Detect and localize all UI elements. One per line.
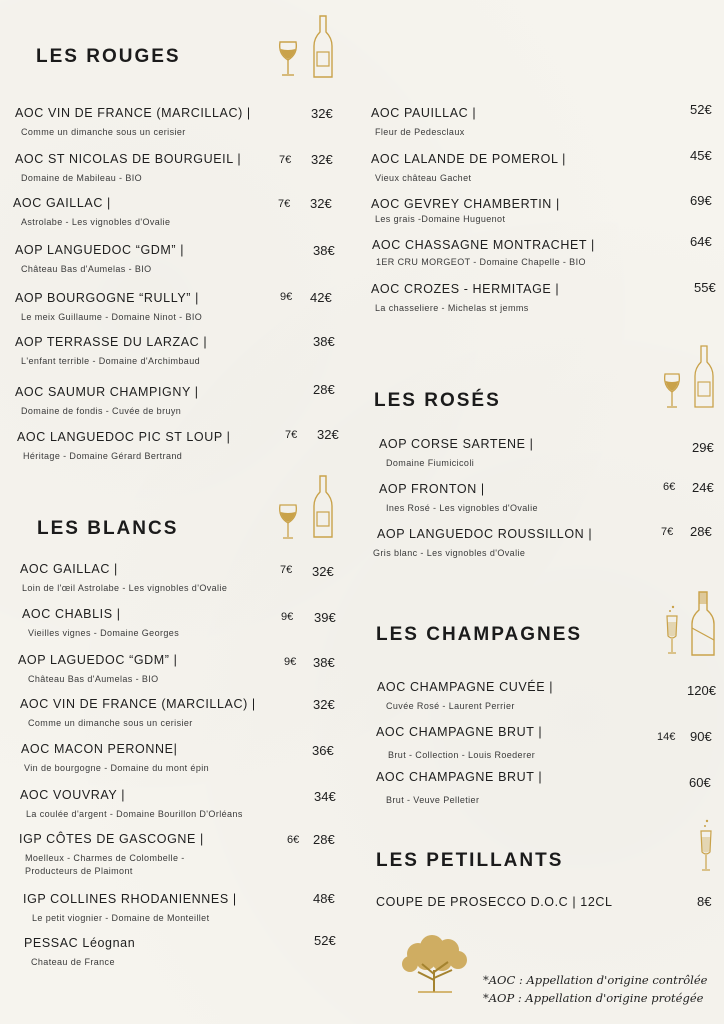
wine-name: PESSAC Léognan <box>24 936 136 950</box>
wine-bottle-icon <box>312 14 334 80</box>
bottle-price: 32€ <box>312 564 334 579</box>
wine-name: AOP BOURGOGNE “RULLY” | <box>15 291 199 305</box>
wine-description: Astrolabe - Les vignobles d'Ovalie <box>21 217 171 227</box>
list-item <box>376 770 542 807</box>
wine-name: AOC VIN DE FRANCE (MARCILLAC) | <box>15 106 251 120</box>
list-item <box>376 725 542 762</box>
list-item <box>20 788 243 821</box>
bottle-price: 60€ <box>689 775 711 790</box>
wine-name: AOP TERRASSE DU LARZAC | <box>15 335 208 349</box>
wine-description: L'enfant terrible - Domaine d'Archimbaud <box>21 356 201 366</box>
wine-description: 1ER CRU MORGEOT - Domaine Chapelle - BIO <box>376 257 586 267</box>
wine-name: AOC MACON PERONNE| <box>21 742 178 756</box>
wine-description: Domaine de Mabileau - BIO <box>21 173 143 183</box>
bottle-price: 32€ <box>310 196 332 211</box>
wine-description: Comme un dimanche sous un cerisier <box>21 127 186 137</box>
wine-description: Moelleux - Charmes de Colombelle - <box>25 853 185 863</box>
wine-name: AOC GEVREY CHAMBERTIN | <box>371 197 560 211</box>
glass-price: 6€ <box>663 481 676 493</box>
bottle-price: 34€ <box>314 789 336 804</box>
list-item <box>19 832 204 878</box>
list-item <box>379 437 534 470</box>
wine-name: AOC CROZES - HERMITAGE | <box>371 282 560 296</box>
bottle-price: 90€ <box>690 729 712 744</box>
wine-name: AOP FRONTON | <box>379 482 485 496</box>
bottle-price: 55€ <box>694 280 716 295</box>
wine-bottle-icon <box>690 590 716 658</box>
bottle-price: 28€ <box>313 832 335 847</box>
wine-description: La coulée d'argent - Domaine Bourillon D'Orléans <box>26 809 243 819</box>
bottle-price: 38€ <box>313 243 335 258</box>
glass-price: 6€ <box>287 834 300 846</box>
list-item <box>15 106 251 139</box>
glass-price: 9€ <box>281 611 294 623</box>
list-item <box>24 936 135 969</box>
wine-name: AOP CORSE SARTENE | <box>379 437 534 451</box>
list-item <box>15 243 184 276</box>
glass-price: 7€ <box>661 526 674 538</box>
list-item <box>17 430 230 463</box>
list-item <box>20 697 256 730</box>
section-title-blancs: LES BLANCS <box>37 518 179 539</box>
wine-description: Ines Rosé - Les vignobles d'Ovalie <box>386 503 538 513</box>
wine-description: La chasseliere - Michelas st jemms <box>375 303 529 313</box>
footnote-aop: *AOP : Appellation d'origine protégée <box>483 991 704 1005</box>
bottle-price: 24€ <box>692 480 714 495</box>
bottle-price: 64€ <box>690 234 712 249</box>
wine-description: Brut - Veuve Pelletier <box>386 795 480 805</box>
list-item <box>371 106 476 139</box>
list-item <box>15 291 202 324</box>
tree-logo <box>398 934 472 994</box>
wine-glass-icon <box>277 503 299 541</box>
wine-bottle-icon <box>312 474 334 540</box>
wine-description: Brut - Collection - Louis Roederer <box>388 750 536 760</box>
list-item <box>20 562 227 595</box>
bottle-price: 28€ <box>690 524 712 539</box>
wine-name: AOC CHAMPAGNE BRUT | <box>376 725 543 739</box>
bottle-price: 45€ <box>690 148 712 163</box>
wine-description: Domaine de fondis - Cuvée de bruyn <box>21 406 182 416</box>
bottle-price: 32€ <box>313 697 335 712</box>
wine-description: Producteurs de Plaimont <box>25 866 133 876</box>
wine-description: Château Bas d'Aumelas - BIO <box>21 264 152 274</box>
wine-description: Loin de l'œil Astrolabe - Les vignobles d'Ovalie <box>22 583 228 593</box>
bottle-price: 32€ <box>311 106 333 121</box>
wine-name: AOC LALANDE DE POMEROL | <box>371 152 567 166</box>
wine-description: Vieux château Gachet <box>375 173 472 183</box>
wine-name: AOC ST NICOLAS DE BOURGUEIL | <box>15 152 242 166</box>
bottle-price: 69€ <box>690 193 712 208</box>
wine-description: Le petit viognier - Domaine de Monteillet <box>32 913 210 923</box>
bottle-price: 38€ <box>313 655 335 670</box>
list-item <box>371 282 559 315</box>
list-item <box>15 152 241 185</box>
wine-description: Vin de bourgogne - Domaine du mont épin <box>24 763 210 773</box>
wine-description: Les grais -Domaine Huguenot <box>375 214 506 224</box>
wine-name: AOC CHASSAGNE MONTRACHET | <box>372 238 595 252</box>
glass-price: 9€ <box>280 291 293 303</box>
wine-name: AOC CHAMPAGNE BRUT | <box>376 770 543 784</box>
bottle-price: 120€ <box>687 683 716 698</box>
wine-description: Vieilles vignes - Domaine Georges <box>28 628 180 638</box>
bottle-price: 36€ <box>312 743 334 758</box>
glass-price: 7€ <box>278 198 291 210</box>
wine-name: IGP CÔTES DE GASCOGNE | <box>19 832 204 846</box>
section-title-roses: LES ROSÉS <box>374 390 501 411</box>
list-item <box>18 653 177 686</box>
bottle-price: 39€ <box>314 610 336 625</box>
bottle-price: 52€ <box>314 933 336 948</box>
wine-description: Gris blanc - Les vignobles d'Ovalie <box>373 548 526 558</box>
wine-description: Château Bas d'Aumelas - BIO <box>28 674 159 684</box>
bottle-price: 32€ <box>317 427 339 442</box>
wine-description: Chateau de France <box>31 957 115 967</box>
bottle-price: 28€ <box>313 382 335 397</box>
wine-name: AOC LANGUEDOC PIC ST LOUP | <box>17 430 231 444</box>
list-item <box>15 385 199 418</box>
wine-name: AOP LANGUEDOC ROUSSILLON | <box>377 527 593 541</box>
wine-name: AOC PAUILLAC | <box>371 106 477 120</box>
list-item <box>376 895 613 909</box>
wine-name: AOC CHAMPAGNE CUVÉE | <box>377 680 554 694</box>
bottle-price: 52€ <box>690 102 712 117</box>
bottle-price: 38€ <box>313 334 335 349</box>
wine-name: AOC SAUMUR CHAMPIGNY | <box>15 385 199 399</box>
wine-name: IGP COLLINES RHODANIENNES | <box>23 892 237 906</box>
glass-price: 7€ <box>285 429 298 441</box>
list-item <box>373 527 592 560</box>
glass-price: 9€ <box>284 656 297 668</box>
list-item <box>371 197 560 226</box>
list-item <box>371 152 566 185</box>
bottle-price: 32€ <box>311 152 333 167</box>
wine-glass-icon <box>276 40 300 78</box>
wine-name: AOP LANGUEDOC “GDM” | <box>15 243 185 257</box>
bottle-price: 42€ <box>310 290 332 305</box>
section-title-rouges: LES ROUGES <box>36 46 181 67</box>
wine-name: AOC VIN DE FRANCE (MARCILLAC) | <box>20 697 256 711</box>
bottle-price: 29€ <box>692 440 714 455</box>
section-title-petillants: LES PETILLANTS <box>376 850 564 871</box>
wine-glass-icon <box>662 372 682 410</box>
list-item <box>372 238 595 269</box>
list-item <box>21 742 209 775</box>
wine-description: Fleur de Pedesclaux <box>375 127 465 137</box>
list-item <box>377 680 553 713</box>
bottle-price: 48€ <box>313 891 335 906</box>
wine-description: Domaine Fiumicicoli <box>386 458 475 468</box>
list-item <box>13 196 170 229</box>
wine-description: Le meix Guillaume - Domaine Ninot - BIO <box>21 312 203 322</box>
wine-description: Héritage - Domaine Gérard Bertrand <box>23 451 183 461</box>
wine-name: AOC GAILLAC | <box>20 562 118 576</box>
list-item <box>15 335 207 368</box>
champagne-flute-icon <box>664 604 680 656</box>
wine-name: AOC VOUVRAY | <box>20 788 126 802</box>
wine-name: COUPE DE PROSECCO D.O.C | 12CL <box>376 895 613 909</box>
wine-bottle-icon <box>694 344 714 410</box>
bottle-price: 8€ <box>697 894 712 909</box>
list-item <box>22 607 179 640</box>
footnote-aoc: *AOC : Appellation d'origine contrôlée <box>483 973 708 987</box>
wine-name: AOC CHABLIS | <box>22 607 121 621</box>
wine-name: AOC GAILLAC | <box>13 196 111 210</box>
list-item <box>379 482 538 515</box>
champagne-flute-icon <box>698 818 714 874</box>
glass-price: 14€ <box>657 731 676 743</box>
wine-description: Cuvée Rosé - Laurent Perrier <box>386 701 515 711</box>
wine-description: Comme un dimanche sous un cerisier <box>28 718 193 728</box>
section-title-champagnes: LES CHAMPAGNES <box>376 624 583 645</box>
glass-price: 7€ <box>279 154 292 166</box>
wine-name: AOP LAGUEDOC “GDM” | <box>18 653 178 667</box>
glass-price: 7€ <box>280 564 293 576</box>
list-item <box>23 892 237 925</box>
